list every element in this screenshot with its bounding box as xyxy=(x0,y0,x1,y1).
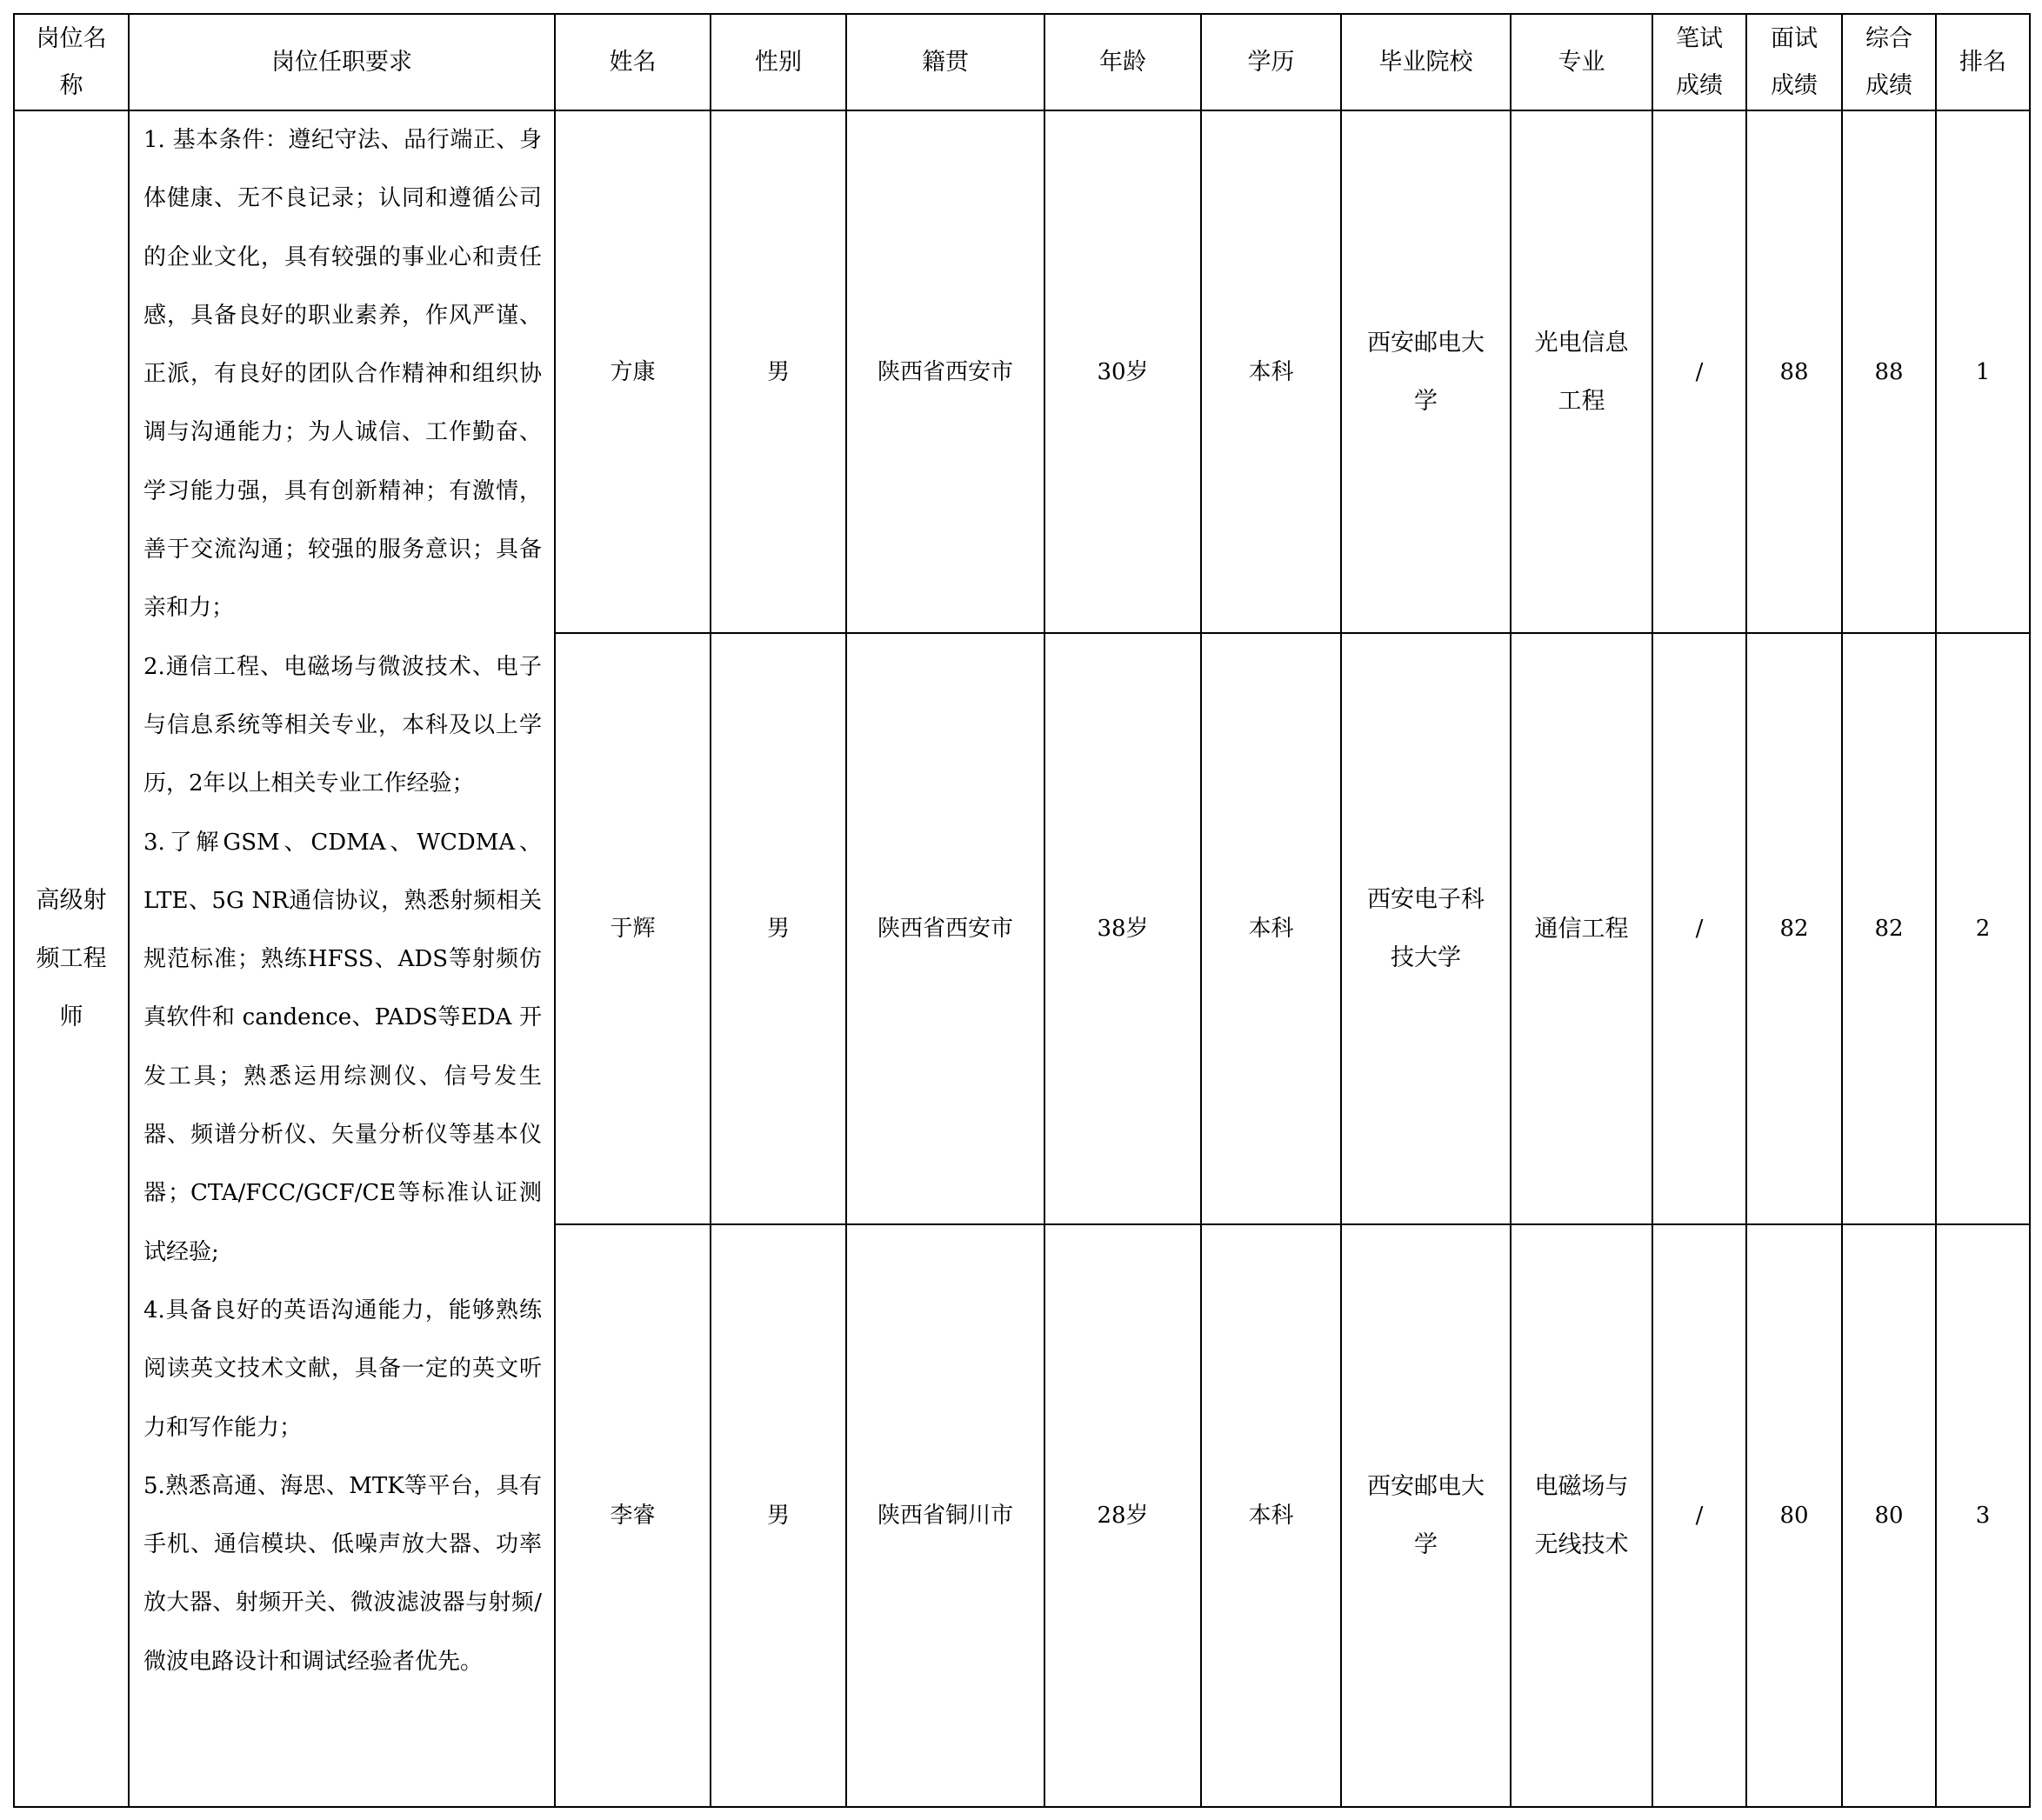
candidate-gender: 男 xyxy=(711,110,846,633)
header-school: 毕业院校 xyxy=(1341,14,1511,110)
candidate-total-score: 88 xyxy=(1842,110,1936,633)
candidate-name: 方康 xyxy=(555,110,711,633)
candidate-major: 光电信息 工程 xyxy=(1511,110,1652,633)
header-position: 岗位名 称 xyxy=(14,14,129,110)
candidate-total-score: 80 xyxy=(1842,1224,1936,1807)
requirement-item: 2.通信工程、电磁场与微波技术、电子与信息系统等相关专业，本科及以上学历，2年以上相关专业工作经验； xyxy=(143,653,542,797)
candidate-interview-score: 88 xyxy=(1746,110,1842,633)
header-major: 专业 xyxy=(1511,14,1652,110)
header-rank: 排名 xyxy=(1936,14,2030,110)
candidate-school: 西安电子科 技大学 xyxy=(1341,633,1511,1224)
candidate-gender: 男 xyxy=(711,633,846,1224)
candidate-education: 本科 xyxy=(1201,633,1341,1224)
header-education: 学历 xyxy=(1201,14,1341,110)
candidate-native-place: 陕西省西安市 xyxy=(846,110,1044,633)
candidate-written-score: / xyxy=(1652,633,1746,1224)
requirement-item: 5.熟悉高通、海思、MTK等平台，具有手机、通信模块、低噪声放大器、功率放大器、射频开关、微波滤波器与射频/微波电路设计和调试经验者优先。 xyxy=(143,1472,542,1675)
requirements-list xyxy=(143,111,542,1691)
header-native-place: 籍贯 xyxy=(846,14,1044,110)
header-row xyxy=(14,14,2030,110)
header-total-score: 综合 成绩 xyxy=(1842,14,1936,110)
candidate-written-score: / xyxy=(1652,110,1746,633)
candidate-gender: 男 xyxy=(711,1224,846,1807)
header-requirements: 岗位任职要求 xyxy=(129,14,555,110)
candidate-ranking-table xyxy=(13,13,2031,1808)
candidate-school: 西安邮电大 学 xyxy=(1341,1224,1511,1807)
candidate-education: 本科 xyxy=(1201,110,1341,633)
requirement-item: 3.了解GSM、CDMA、WCDMA、LTE、5G NR通信协议，熟悉射频相关规范标准；熟练HFSS、ADS等射频仿真软件和 candence、PADS等EDA 开发工具；熟悉运用综测仪、信号发生器、频谱分析仪、矢量分析仪等基本仪器；CTA/FCC/GCF/CE等标准认证测试经验; xyxy=(143,829,542,1265)
candidate-total-score: 82 xyxy=(1842,633,1936,1224)
candidate-age: 38岁 xyxy=(1044,633,1201,1224)
candidate-native-place: 陕西省铜川市 xyxy=(846,1224,1044,1807)
candidate-interview-score: 82 xyxy=(1746,633,1842,1224)
position-cell xyxy=(14,110,129,1807)
requirement-item: 4.具备良好的英语沟通能力，能够熟练阅读英文技术文献，具备一定的英文听力和写作能力； xyxy=(143,1297,542,1441)
candidate-name: 于辉 xyxy=(555,633,711,1224)
table-row xyxy=(14,110,2030,633)
candidate-school: 西安邮电大 学 xyxy=(1341,110,1511,633)
candidate-major: 通信工程 xyxy=(1511,633,1652,1224)
candidate-interview-score: 80 xyxy=(1746,1224,1842,1807)
candidate-native-place: 陕西省西安市 xyxy=(846,633,1044,1224)
candidate-rank: 2 xyxy=(1936,633,2030,1224)
header-gender: 性别 xyxy=(711,14,846,110)
header-written-score: 笔试 成绩 xyxy=(1652,14,1746,110)
position-title: 高级射 频工程 师 xyxy=(36,887,107,1030)
header-name: 姓名 xyxy=(555,14,711,110)
header-age: 年龄 xyxy=(1044,14,1201,110)
candidate-rank: 1 xyxy=(1936,110,2030,633)
candidate-age: 30岁 xyxy=(1044,110,1201,633)
header-interview-score: 面试 成绩 xyxy=(1746,14,1842,110)
candidate-age: 28岁 xyxy=(1044,1224,1201,1807)
candidate-rank: 3 xyxy=(1936,1224,2030,1807)
candidate-major: 电磁场与 无线技术 xyxy=(1511,1224,1652,1807)
candidate-written-score: / xyxy=(1652,1224,1746,1807)
requirement-item: 1. 基本条件：遵纪守法、品行端正、身体健康、无不良记录；认同和遵循公司的企业文化，具有较强的事业心和责任感，具备良好的职业素养，作风严谨、正派，有良好的团队合作精神和组织协调与沟通能力；为人诚信、工作勤奋、学习能力强，具有创新精神；有激情，善于交流沟通；较强的服务意识；具备亲和力； xyxy=(143,127,542,622)
candidate-name: 李睿 xyxy=(555,1224,711,1807)
requirements-cell xyxy=(129,110,555,1807)
candidate-education: 本科 xyxy=(1201,1224,1341,1807)
